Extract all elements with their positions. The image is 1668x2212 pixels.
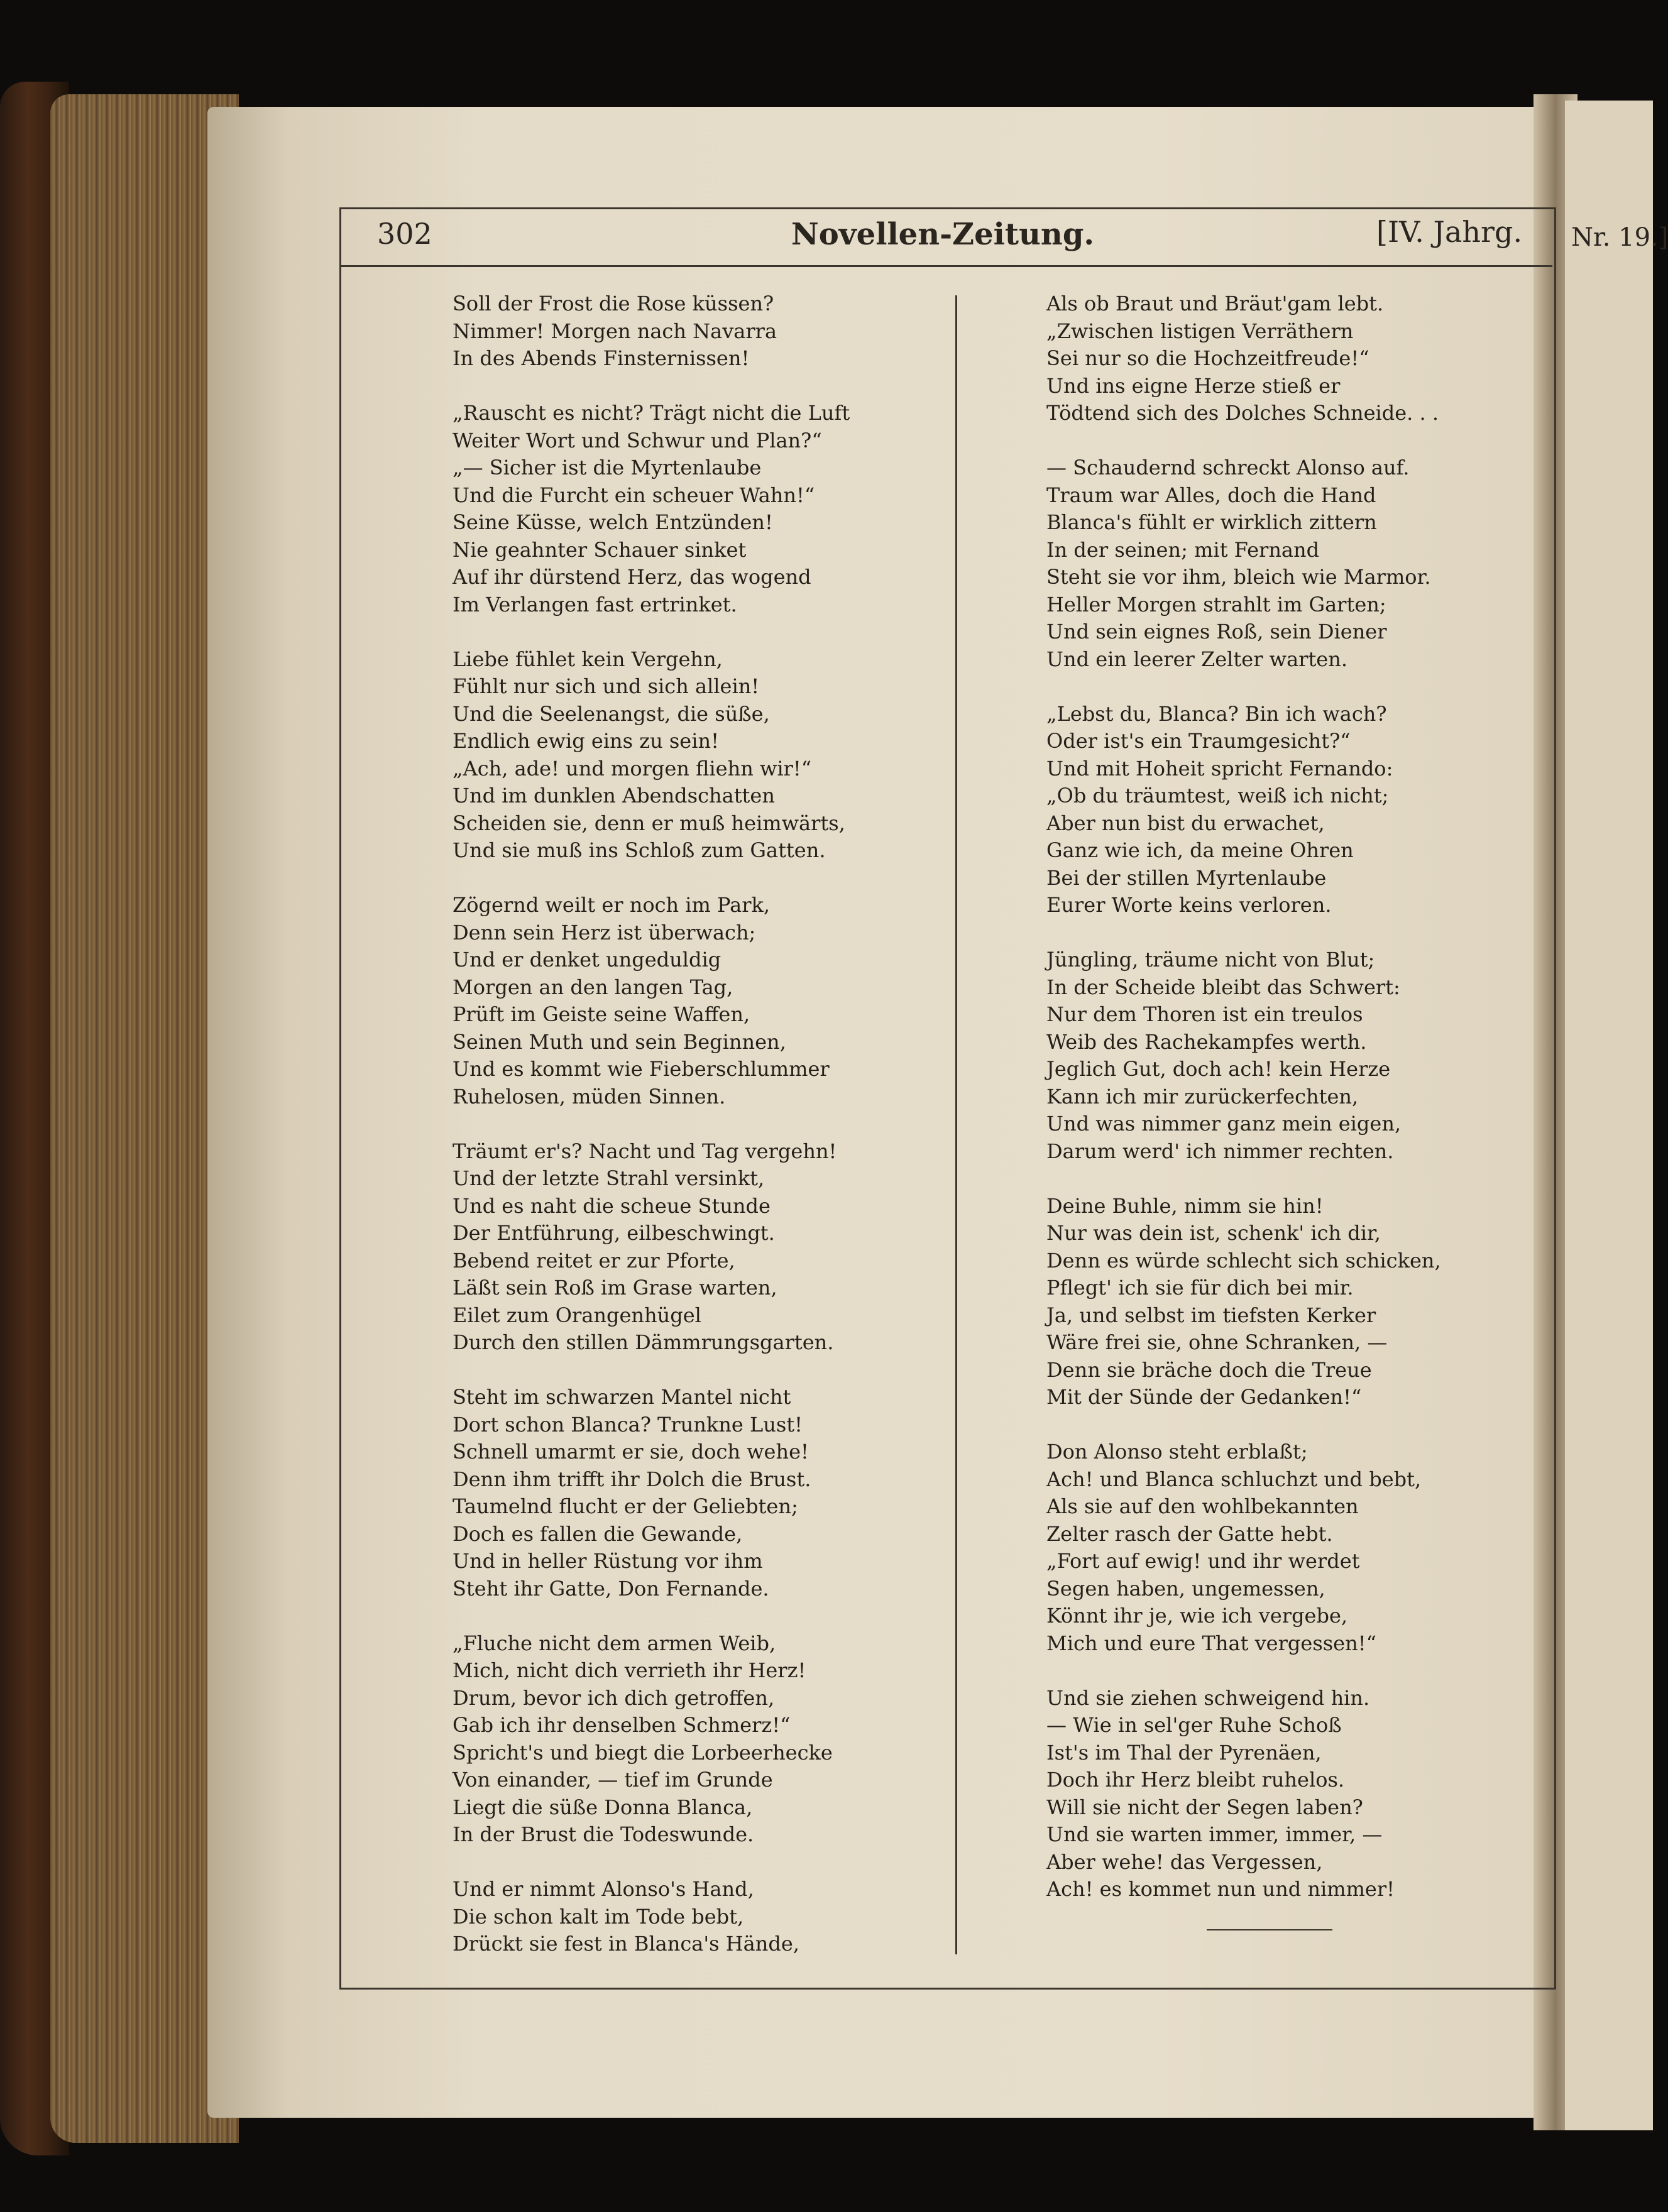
verse-line: Und sie warten immer, immer, —	[1046, 1822, 1383, 1846]
verse-line: Und sie ziehen schweigend hin.	[1046, 1685, 1370, 1710]
verse-line: Als sie auf den wohlbekannten	[1046, 1494, 1359, 1518]
verse-line: Der Entführung, eilbeschwingt.	[453, 1221, 775, 1245]
verse-line: Nur was dein ist, schenk' ich dir,	[1046, 1221, 1381, 1245]
verse-line: Don Alonso steht erblaßt;	[1046, 1440, 1308, 1464]
verse-line: Und es kommt wie Fieberschlummer	[453, 1057, 830, 1081]
verse-line: Und was nimmer ganz mein eigen,	[1046, 1112, 1402, 1136]
verse-line: Ja, und selbst im tiefsten Kerker	[1046, 1303, 1376, 1327]
verse-line: Und mit Hoheit spricht Fernando:	[1046, 756, 1393, 780]
verse-line: Und die Furcht ein scheuer Wahn!“	[453, 483, 815, 507]
verse-line: Nie geahnter Schauer sinket	[453, 537, 747, 562]
verse-line: Nimmer! Morgen nach Navarra	[453, 319, 777, 343]
verse-line: Scheiden sie, denn er muß heimwärts,	[453, 811, 845, 835]
stanza	[1046, 454, 1537, 673]
verse-line: Spricht's und biegt die Lorbeerhecke	[453, 1740, 833, 1765]
verse-line: Taumelnd flucht er der Geliebten;	[453, 1494, 798, 1518]
verse-line: Und sie muß ins Schloß zum Gatten.	[453, 838, 826, 862]
verse-line: Könnt ihr je, wie ich vergebe,	[1046, 1604, 1348, 1628]
verse-line: Will sie nicht der Segen laben?	[1046, 1795, 1363, 1819]
verse-line: „Fluche nicht dem armen Weib,	[453, 1631, 776, 1655]
stanza	[1046, 701, 1537, 919]
verse-line: Drum, bevor ich dich getroffen,	[453, 1685, 775, 1710]
stanza	[453, 290, 930, 373]
verse-line: Zögernd weilt er noch im Park,	[453, 893, 771, 917]
verse-line: Mich und eure That vergessen!“	[1046, 1631, 1376, 1655]
page-number: 302	[377, 217, 432, 251]
volume-label: [IV. Jahrg.	[1376, 215, 1523, 249]
verse-line: Eilet zum Orangenhügel	[453, 1303, 701, 1327]
stanza	[1046, 290, 1537, 427]
verse-line: Pflegt' ich sie für dich bei mir.	[1046, 1276, 1354, 1300]
verse-line: Doch ihr Herz bleibt ruhelos.	[1046, 1768, 1345, 1792]
verse-line: Prüft im Geiste seine Waffen,	[453, 1002, 750, 1026]
verse-line: Schnell umarmt er sie, doch wehe!	[453, 1440, 809, 1464]
verse-line: Und er denket ungeduldig	[453, 948, 722, 972]
verse-line: Weiter Wort und Schwur und Plan?“	[453, 428, 822, 452]
verse-line: Und ins eigne Herze stieß er	[1046, 373, 1341, 398]
verse-line: Läßt sein Roß im Grase warten,	[453, 1276, 777, 1300]
verse-line: Und der letzte Strahl versinkt,	[453, 1166, 765, 1190]
verse-line: In der Brust die Todeswunde.	[453, 1822, 754, 1846]
verse-line: In des Abends Finsternissen!	[453, 346, 750, 370]
verse-line: Drückt sie fest in Blanca's Hände,	[453, 1932, 799, 1956]
verse-line: „Fort auf ewig! und ihr werdet	[1046, 1549, 1360, 1573]
verse-line: Aber wehe! das Vergessen,	[1046, 1849, 1323, 1874]
verse-line: Seine Küsse, welch Entzünden!	[453, 510, 773, 534]
verse-line: Von einander, — tief im Grunde	[453, 1768, 773, 1792]
verse-line: „Ach, ade! und morgen fliehn wir!“	[453, 756, 812, 780]
verse-line: Und die Seelenangst, die süße,	[453, 701, 770, 726]
verse-line: Die schon kalt im Tode bebt,	[453, 1904, 744, 1929]
verse-line: Und er nimmt Alonso's Hand,	[453, 1877, 754, 1901]
verse-line: Steht ihr Gatte, Don Fernande.	[453, 1576, 769, 1601]
verse-line: Als ob Braut und Bräut'gam lebt.	[1046, 292, 1384, 315]
verse-line: Segen haben, ungemessen,	[1046, 1576, 1325, 1601]
verse-line: Sei nur so die Hochzeitfreude!“	[1046, 346, 1369, 370]
verse-line: Nur dem Thoren ist ein treulos	[1046, 1002, 1363, 1026]
verse-line: Wäre frei sie, ohne Schranken, —	[1046, 1330, 1388, 1354]
poem-column-right	[1046, 290, 1537, 1930]
verse-line: Träumt er's? Nacht und Tag vergehn!	[453, 1139, 837, 1163]
verse-line: Und ein leerer Zelter warten.	[1046, 647, 1348, 671]
verse-line: Morgen an den langen Tag,	[453, 975, 733, 999]
stanza	[1046, 1685, 1537, 1903]
verse-line: Im Verlangen fast ertrinket.	[453, 592, 737, 616]
verse-line: — Wie in sel'ger Ruhe Schoß	[1046, 1713, 1342, 1737]
verse-line: Ruhelosen, müden Sinnen.	[453, 1084, 726, 1109]
verse-line: Mit der Sünde der Gedanken!“	[1046, 1385, 1362, 1409]
verse-line: Jeglich Gut, doch ach! kein Herze	[1046, 1057, 1391, 1081]
verse-line: Doch es fallen die Gewande,	[453, 1521, 743, 1546]
verse-line: Eurer Worte keins verloren.	[1046, 893, 1332, 917]
verse-line: „Ob du träumtest, weiß ich nicht;	[1046, 784, 1389, 808]
poem-column-left	[453, 290, 930, 1985]
verse-line: Soll der Frost die Rose küssen?	[453, 292, 774, 315]
verse-line: Heller Morgen strahlt im Garten;	[1046, 592, 1386, 616]
stanza	[453, 646, 930, 865]
verse-line: Ist's im Thal der Pyrenäen,	[1046, 1740, 1322, 1765]
verse-line: Ach! es kommet nun und nimmer!	[1046, 1877, 1395, 1901]
verse-line: Endlich ewig eins zu sein!	[453, 729, 719, 753]
verse-line: Denn sie bräche doch die Treue	[1046, 1357, 1372, 1382]
running-title: Novellen-Zeitung.	[791, 217, 1095, 252]
verse-line: Blanca's fühlt er wirklich zittern	[1046, 510, 1377, 534]
stanza	[1046, 1193, 1537, 1411]
stanza	[453, 1384, 930, 1602]
verse-line: Kann ich mir zurückerfechten,	[1046, 1084, 1359, 1109]
verse-line: In der Scheide bleibt das Schwert:	[1046, 975, 1400, 999]
verse-line: Bei der stillen Myrtenlaube	[1046, 865, 1327, 890]
verse-line: Und im dunklen Abendschatten	[453, 784, 775, 808]
verse-line: Denn ihm trifft ihr Dolch die Brust.	[453, 1467, 811, 1491]
verse-line: Steht im schwarzen Mantel nicht	[453, 1385, 791, 1409]
verse-line: Denn sein Herz ist überwach;	[453, 920, 756, 944]
verse-line: Durch den stillen Dämmrungsgarten.	[453, 1330, 834, 1354]
verse-line: Seinen Muth und sein Beginnen,	[453, 1029, 786, 1054]
column-divider	[955, 295, 957, 1954]
verse-line: Steht sie vor ihm, bleich wie Marmor.	[1046, 565, 1431, 589]
verse-line: Und sein eignes Roß, sein Diener	[1046, 620, 1387, 643]
verse-line: Und in heller Rüstung vor ihm	[453, 1549, 763, 1573]
verse-line: „Zwischen listigen Verräthern	[1046, 319, 1354, 343]
verse-line: Weib des Rachekampfes werth.	[1046, 1029, 1367, 1054]
verse-line: Denn es würde schlecht sich schicken,	[1046, 1248, 1441, 1273]
verse-line: Aber nun bist du erwachet,	[1046, 811, 1325, 835]
verse-line: Fühlt nur sich und sich allein!	[453, 674, 760, 698]
stanza	[453, 1138, 930, 1357]
stanza	[453, 1876, 930, 1958]
stanza	[453, 400, 930, 618]
verse-line: Gab ich ihr denselben Schmerz!“	[453, 1713, 791, 1737]
verse-line: Liegt die süße Donna Blanca,	[453, 1795, 753, 1819]
verse-line: „— Sicher ist die Myrtenlaube	[453, 456, 762, 479]
verse-line: „Lebst du, Blanca? Bin ich wach?	[1046, 701, 1387, 726]
verse-line: — Schaudernd schreckt Alonso auf.	[1046, 456, 1410, 479]
verse-line: Liebe fühlet kein Vergehn,	[453, 647, 723, 671]
verse-line: Oder ist's ein Traumgesicht?“	[1046, 729, 1351, 753]
verse-line: Ach! und Blanca schluchzt und bebt,	[1046, 1467, 1422, 1491]
right-page-fragment	[1565, 101, 1653, 2130]
stanza	[453, 892, 930, 1110]
next-page-marker: Nr. 19.]	[1571, 223, 1668, 252]
verse-line: Jüngling, träume nicht von Blut;	[1046, 948, 1375, 972]
verse-line: Mich, nicht dich verrieth ihr Herz!	[453, 1658, 806, 1682]
verse-line: Bebend reitet er zur Pforte,	[453, 1248, 735, 1273]
verse-line: Zelter rasch der Gatte hebt.	[1046, 1521, 1333, 1546]
verse-line: Darum werd' ich nimmer rechten.	[1046, 1139, 1394, 1163]
verse-line: Traum war Alles, doch die Hand	[1046, 483, 1376, 507]
verse-line: Auf ihr dürstend Herz, das wogend	[453, 565, 811, 589]
verse-line: Deine Buhle, nimm sie hin!	[1046, 1193, 1324, 1218]
verse-line: „Rauscht es nicht? Trägt nicht die Luft	[453, 401, 850, 425]
verse-line: Tödtend sich des Dolches Schneide. . .	[1046, 401, 1439, 425]
verse-line: Dort schon Blanca? Trunkne Lust!	[453, 1412, 803, 1437]
verse-line: Ganz wie ich, da meine Ohren	[1046, 838, 1354, 862]
verse-line: In der seinen; mit Fernand	[1046, 537, 1320, 562]
verse-line: Und es naht die scheue Stunde	[453, 1193, 771, 1218]
stanza	[1046, 946, 1537, 1165]
stanza	[453, 1630, 930, 1849]
stanza	[1046, 1438, 1537, 1657]
header-rule	[339, 265, 1552, 267]
